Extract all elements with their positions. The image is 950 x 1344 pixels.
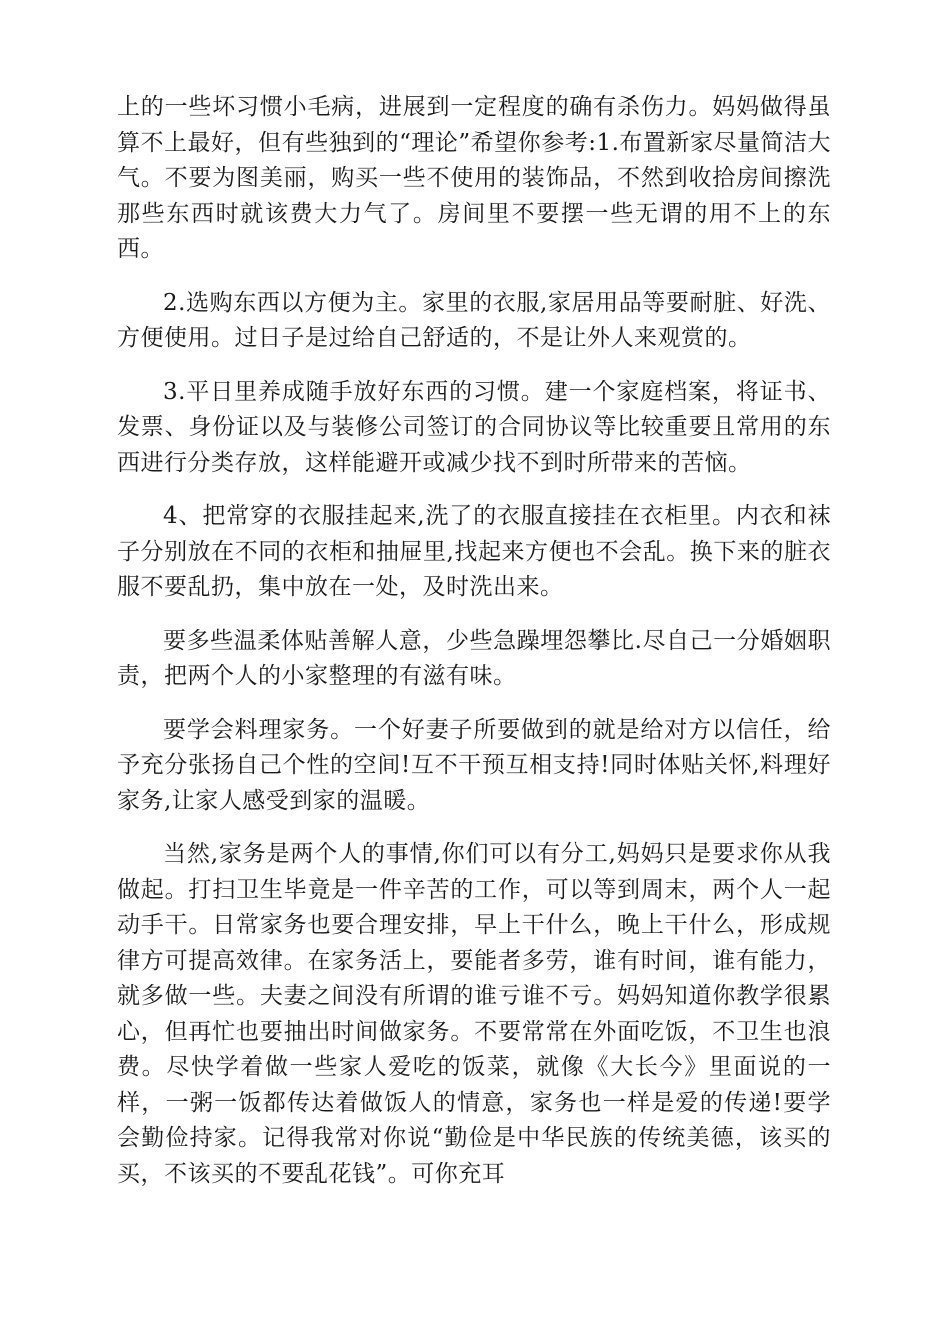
paragraph-gentle: 要多些温柔体贴善解人意，少些急躁埋怨攀比.尽自己一分婚姻职责，把两个人的小家整理的有滋有味。 [117, 627, 831, 689]
paragraph-housework: 要学会料理家务。一个好妻子所要做到的就是给对方以信任，给予充分张扬自己个性的空间!互不干预互相支持!同时体贴关怀,料理好家务,让家人感受到家的温暖。 [117, 716, 831, 814]
paragraph-item-2: 2.选购东西以方便为主。家里的衣服,家居用品等要耐脏、好洗、方便使用。过日子是过给自己舒适的，不是让外人来观赏的。 [117, 289, 831, 351]
paragraph-continuation: 上的一些坏习惯小毛病，进展到一定程度的确有杀伤力。妈妈做得虽算不上最好，但有些独到的“理论”希望你参考:1.布置新家尽量简洁大气。不要为图美丽，购买一些不使用的装饰品，不然到收拾房间擦洗那些东西时就该费大力气了。房间里不要摆一些无谓的用不上的东西。 [117, 94, 831, 262]
paragraph-item-4: 4、把常穿的衣服挂起来,洗了的衣服直接挂在衣柜里。内衣和袜子分别放在不同的衣柜和抽屉里,找起来方便也不会乱。换下来的脏衣服不要乱扔，集中放在一处，及时洗出来。 [117, 503, 831, 600]
paragraph-item-3: 3.平日里养成随手放好东西的习惯。建一个家庭档案，将证书、发票、身份证以及与装修公司签订的合同协议等比较重要且常用的东西进行分类存放，这样能避开或减少找不到时所带来的苦恼。 [117, 378, 831, 476]
document-body [117, 90, 831, 1192]
paragraph-sharing-chores: 当然,家务是两个人的事情,你们可以有分工,妈妈只是要求你从我做起。打扫卫生毕竟是一件辛苦的工作，可以等到周末，两个人一起动手干。日常家务也要合理安排，早上干什么，晚上干什么，形成规律方可提高效律。在家务活上，要能者多劳，谁有时间，谁有能力，就多做一些。夫妻之间没有所谓的谁亏谁不亏。妈妈知道你教学很累心，但再忙也要抽出时间做家务。不要常常在外面吃饭，不卫生也浪费。尽快学着做一些家人爱吃的饭菜，就像《大长今》里面说的一样，一粥一饭都传达着做饭人的情意，家务也一样是爱的传递!要学会勤俭持家。记得我常对你说“勤俭是中华民族的传统美德，该买的买，不该买的不要乱花钱”。可你充耳 [117, 841, 831, 1187]
